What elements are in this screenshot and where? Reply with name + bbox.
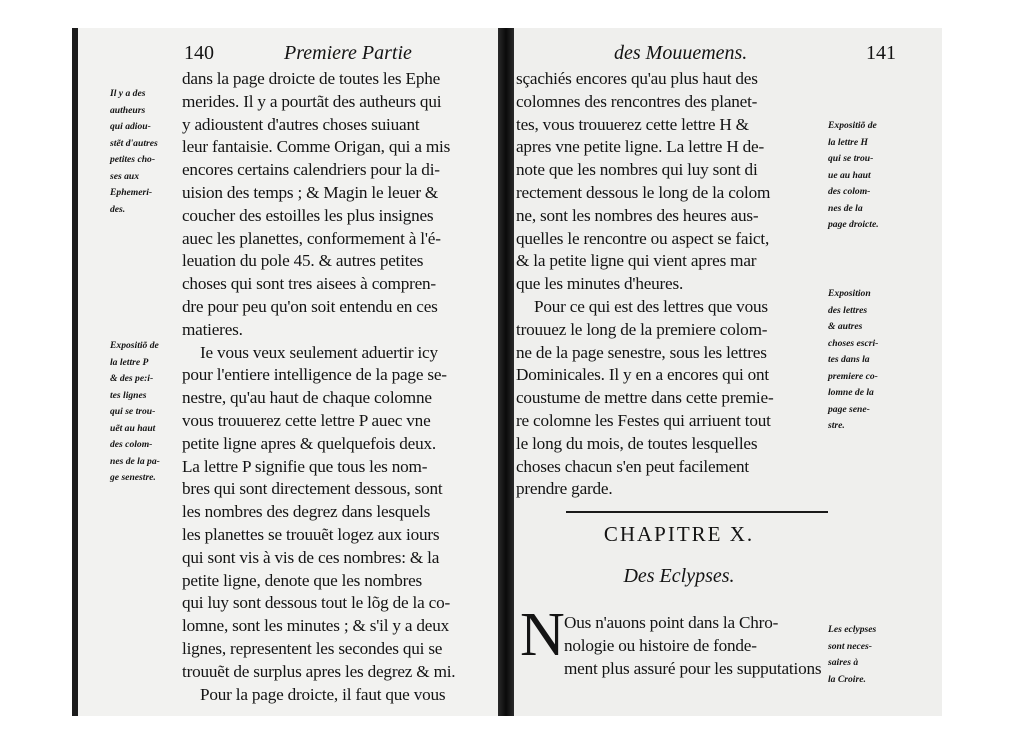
text-line: apres vne petite ligne. La lettre H de-: [516, 137, 764, 157]
text-line: coustume de mettre dans cette premie-: [516, 388, 774, 408]
text-line: des colom-: [828, 186, 871, 197]
text-line: pour l'entiere intelligence de la page se-: [182, 365, 447, 385]
text-line: La lettre P signifie que tous les nom-: [182, 456, 428, 476]
text-line: des.: [110, 203, 126, 215]
text-line: rectement dessous le long de la colom: [516, 182, 771, 202]
text-line: ue au haut: [828, 169, 871, 181]
page-number: 140: [184, 42, 214, 64]
text-line: nes de la: [828, 202, 863, 214]
text-line: vous trouuerez cette lettre P auec vne: [182, 410, 431, 430]
page-number: 141: [866, 42, 896, 64]
text-line: choses escri-: [828, 337, 879, 349]
text-line: qui luy sont dessous tout le lõg de la co-: [182, 593, 451, 613]
text-line: Expositiõ de: [828, 120, 877, 131]
text-line: petite ligne apres & quelquefois deux.: [182, 433, 436, 453]
text-line: tes lignes: [110, 389, 147, 401]
text-line: ne de la page senestre, sous les lettres: [516, 342, 767, 362]
margin-note: [828, 622, 876, 688]
text-line: ge senestre.: [110, 472, 156, 483]
text-line: stre.: [828, 420, 845, 431]
chapter-subtitle: Des Eclypses.: [623, 565, 735, 587]
text-line: que les minutes d'heures.: [516, 274, 684, 294]
text-line: dans la page droicte de toutes les Ephe: [182, 69, 441, 88]
text-line: dre pour peu qu'on soit entendu en ces: [182, 296, 438, 316]
text-line: & la petite ligne qui vient apres mar: [516, 251, 757, 271]
text-line: ment plus assuré pour les supputations: [564, 658, 822, 678]
text-line: Exposition: [828, 288, 871, 299]
body-text: [516, 68, 773, 501]
text-line: re colomne les Festes qui arriuent tout: [516, 410, 771, 430]
text-line: Ous n'auons point dans la Chro-: [564, 613, 779, 632]
text-line: premiere co-: [828, 370, 878, 382]
text-line: choses qui sont tres aisees à compren-: [182, 274, 436, 294]
text-line: la lettre P: [110, 356, 149, 368]
text-line: des lettres: [828, 304, 868, 316]
text-line: trouuẽt de surplus apres les degrez & mi.: [182, 661, 456, 681]
text-line: auec les planettes, conformement à l'é-: [182, 228, 441, 248]
text-line: les planettes se trouuẽt logez aux iours: [182, 524, 440, 544]
text-line: Pour la page droicte, il faut que vous: [200, 684, 446, 704]
text-line: Il y a des: [110, 88, 146, 99]
body-text: [182, 68, 455, 706]
text-line: page sene-: [828, 403, 870, 415]
text-line: sont neces-: [828, 640, 872, 652]
text-line: qui adiou-: [110, 121, 151, 132]
text-line: tes, vous trouuerez cette lettre H &: [516, 114, 749, 134]
text-line: merides. Il y a pourtãt des autheurs qui: [182, 91, 442, 111]
margin-note: [828, 286, 878, 435]
chapter-rule: [566, 511, 828, 513]
text-line: leur fantaisie. Comme Origan, qui a mis: [182, 137, 451, 157]
running-head: Premiere Partie: [284, 42, 412, 64]
text-line: Ephemeri-: [110, 187, 153, 198]
left-page: [78, 28, 498, 716]
text-line: la Croire.: [828, 673, 866, 685]
text-line: lomne de la: [828, 387, 874, 398]
book-gutter: [498, 28, 514, 716]
text-line: des colom-: [110, 439, 153, 450]
chapter-text: [564, 612, 821, 680]
text-line: les nombres des degrez dans lesquels: [182, 502, 431, 522]
text-line: matieres.: [182, 319, 243, 339]
text-line: stẽt d'autres: [110, 137, 158, 149]
text-line: nes de la pa-: [110, 455, 160, 467]
text-line: Pour ce qui est des lettres que vous: [534, 296, 768, 316]
text-line: page droicte.: [828, 219, 879, 230]
text-line: leuation du pole 45. & autres petites: [182, 251, 424, 271]
text-line: uision des temps ; & Magin le leuer &: [182, 182, 439, 202]
running-head: des Mouuemens.: [614, 42, 748, 64]
text-line: uẽt au haut: [110, 422, 156, 434]
margin-note: [110, 338, 160, 487]
text-line: quelles le rencontre ou aspect se faict,: [516, 228, 770, 248]
text-line: qui sont vis à vis de ces nombres: & la: [182, 547, 440, 567]
text-line: ses aux: [110, 170, 140, 182]
text-line: Les eclypses: [828, 624, 877, 635]
text-line: sçachiés encores qu'au plus haut des: [516, 69, 758, 88]
text-line: Ie vous veux seulement aduertir icy: [200, 342, 438, 362]
text-line: la lettre H: [828, 136, 868, 148]
margin-note: [110, 86, 158, 218]
text-line: nestre, qu'au haut de chaque colomne: [182, 388, 432, 408]
text-line: lomne, sont les minutes ; & s'il y a deux: [182, 616, 450, 636]
text-line: autheurs: [110, 104, 146, 116]
text-line: qui se trou-: [828, 153, 874, 164]
text-line: tes dans la: [828, 354, 870, 365]
text-line: y adioustent d'autres choses suiuant: [182, 114, 420, 134]
text-line: & des pe:i-: [110, 373, 154, 384]
text-line: petite ligne, denote que les nombres: [182, 570, 423, 590]
text-line: nologie ou histoire de fonde-: [564, 635, 757, 655]
text-line: encores certains calendriers pour la di-: [182, 160, 440, 180]
margin-note: [828, 118, 879, 234]
text-line: saires à: [828, 657, 859, 668]
text-line: Dominicales. Il y en a encores qui ont: [516, 365, 769, 385]
text-line: & autres: [828, 321, 863, 332]
text-line: qui se trou-: [110, 406, 156, 417]
text-line: note que les nombres qui luy sont di: [516, 160, 758, 180]
text-line: le long du mois, de toutes lesquelles: [516, 433, 758, 453]
text-line: ne, sont les nombres des heures aus-: [516, 205, 759, 225]
text-line: prendre garde.: [516, 479, 613, 499]
drop-cap: N: [520, 601, 565, 669]
text-line: trouuez le long de la premiere colom-: [516, 319, 768, 339]
text-line: coucher des estoilles les plus insignes: [182, 205, 434, 225]
text-line: bres qui sont directement dessous, sont: [182, 479, 443, 499]
chapter-title: CHAPITRE X.: [603, 522, 755, 546]
text-line: lignes, representent les secondes qui se: [182, 638, 443, 658]
book-spread: [72, 28, 942, 716]
text-line: colomnes des rencontres des planet-: [516, 91, 758, 111]
text-line: choses chacun s'en peut facilement: [516, 456, 750, 476]
text-line: Expositiõ de: [110, 340, 159, 351]
right-page: [514, 28, 942, 716]
text-line: petites cho-: [110, 154, 156, 165]
